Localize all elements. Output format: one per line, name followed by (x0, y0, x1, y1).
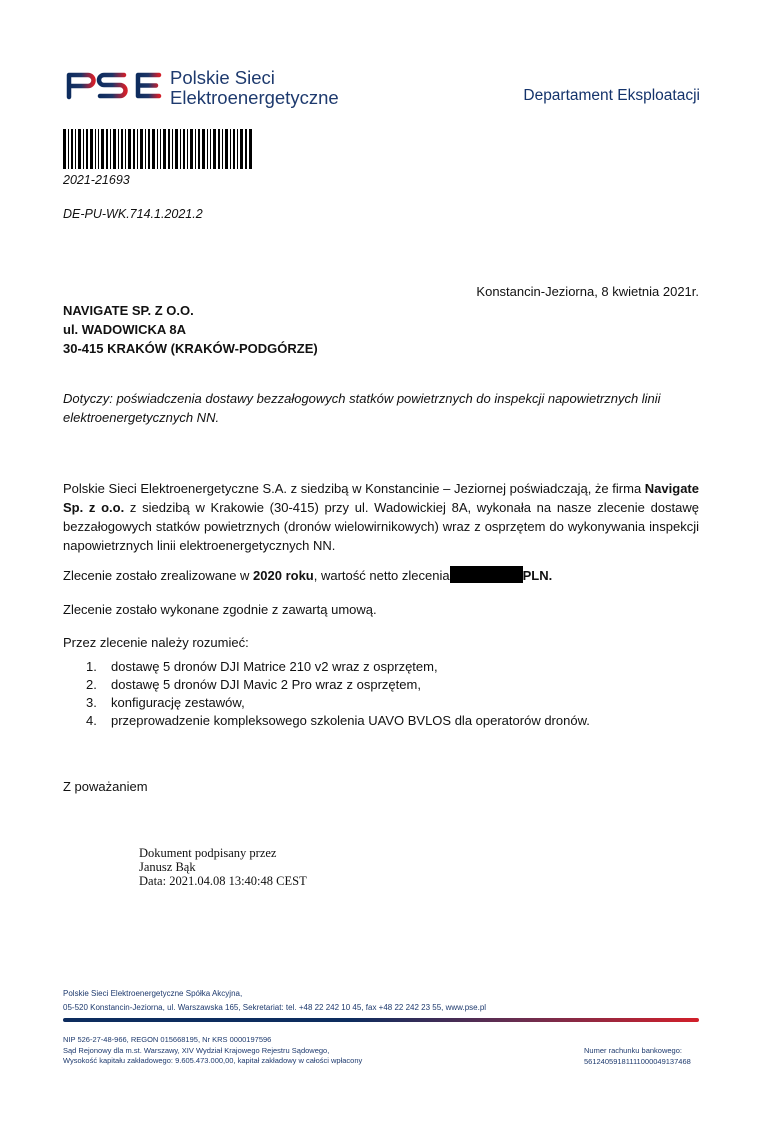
redacted-value (450, 566, 523, 583)
list-item (86, 658, 590, 676)
list-item-number: 2. (86, 677, 97, 692)
footer-divider (63, 1018, 699, 1022)
reference-number: DE-PU-WK.714.1.2021.2 (63, 207, 203, 221)
signature-line-1: Dokument podpisany przez (139, 846, 277, 860)
barcode-number: 2021-21693 (63, 173, 130, 187)
logo-line1: Polskie Sieci (170, 67, 275, 88)
footer-reg-1: NIP 526-27-48-966, REGON 015668195, Nr KRS 0000197596 (63, 1035, 272, 1044)
bank-number: 56124059181111000049137468 (584, 1056, 691, 1066)
recipient-street: ul. WADOWICKA 8A (63, 322, 187, 337)
pse-logo-mark-icon (66, 70, 164, 110)
signature-date: Data: 2021.04.08 13:40:48 CEST (139, 874, 307, 888)
footer-reg-3: Wysokość kapitału zakładowego: 9.605.473.000,00, kapitał zakładowy w całości wpłacony (63, 1056, 363, 1065)
pse-logo (66, 68, 366, 112)
digital-signature (139, 846, 307, 888)
p2-year: 2020 roku (253, 568, 314, 583)
p2-currency: PLN. (522, 568, 553, 583)
footer-address: 05-520 Konstancin-Jeziorna, ul. Warszawska 165, Sekretariat: tel. +48 22 242 10 45, fax +48 22 242 23 55, www.pse.pl (63, 1003, 487, 1012)
list-item-number: 3. (86, 695, 97, 710)
recipient-address (63, 301, 318, 358)
list-item-text: dostawę 5 dronów DJI Matrice 210 v2 wraz z osprzętem, (111, 659, 438, 674)
footer-registration (63, 1035, 362, 1067)
signature-name: Janusz Bąk (139, 860, 196, 874)
barcode-icon (63, 129, 253, 169)
body-paragraph-4: Przez zlecenie należy rozumieć: (63, 635, 249, 650)
body-paragraph-2 (63, 566, 699, 585)
footer-company-info (63, 987, 486, 1015)
list-item (86, 694, 590, 712)
footer-company: Polskie Sieci Elektroenergetyczne Spółka Akcyjna, (63, 989, 243, 998)
footer-bank-account (584, 1046, 691, 1067)
body-paragraph-3: Zlecenie zostało wykonane zgodnie z zawartą umową. (63, 602, 377, 617)
p2-text-start: Zlecenie zostało zrealizowane w (63, 568, 254, 583)
list-item (86, 676, 590, 694)
place-date: Konstancin-Jeziorna, 8 kwietnia 2021r. (476, 284, 699, 299)
list-item-text: dostawę 5 dronów DJI Mavic 2 Pro wraz z osprzętem, (111, 677, 421, 692)
footer-reg-2: Sąd Rejonowy dla m.st. Warszawy, XIV Wydział Krajowego Rejestru Sądowego, (63, 1045, 330, 1055)
closing-greeting: Z poważaniem (63, 779, 148, 794)
logo-line2: Elektroenergetyczne (170, 87, 339, 108)
list-item (86, 712, 590, 730)
list-item-number: 1. (86, 659, 97, 674)
p1-company-name: Navigate Sp. z o.o. (63, 481, 699, 515)
department-name: Departament Eksploatacji (523, 87, 700, 104)
list-item-text: konfigurację zestawów, (111, 695, 245, 710)
order-items-list (86, 658, 590, 730)
bank-label: Numer rachunku bankowego: (584, 1046, 682, 1055)
list-item-text: przeprowadzenie kompleksowego szkolenia UAVO BVLOS dla operatorów dronów. (111, 713, 590, 728)
p2-text-mid: , wartość netto zlecenia (313, 568, 450, 583)
list-item-number: 4. (86, 713, 97, 728)
subject-line: Dotyczy: poświadczenia dostawy bezzałogowych statków powietrznych do inspekcji napowietrznych linii elektroenergetycznych NN. (63, 391, 661, 425)
p1-text-end: z siedzibą w Krakowie (30-415) przy ul. Wadowickiej 8A, wykonała na nasze zlecenie dostawę bezzałogowych statków powietrznych (dronów wielowirnikowych) wraz z osprzętem do wykonywania inspekcji napowietrznych linii elektroenergetycznych NN. (63, 500, 699, 553)
recipient-city: 30-415 KRAKÓW (KRAKÓW-PODGÓRZE) (63, 341, 318, 356)
logo-text (170, 68, 339, 108)
recipient-name: NAVIGATE SP. Z O.O. (63, 303, 194, 318)
p1-text-start: Polskie Sieci Elektroenergetyczne S.A. z siedzibą w Konstancinie – Jeziornej poświadczają, że firma (63, 481, 645, 496)
body-paragraph-1 (63, 479, 699, 555)
